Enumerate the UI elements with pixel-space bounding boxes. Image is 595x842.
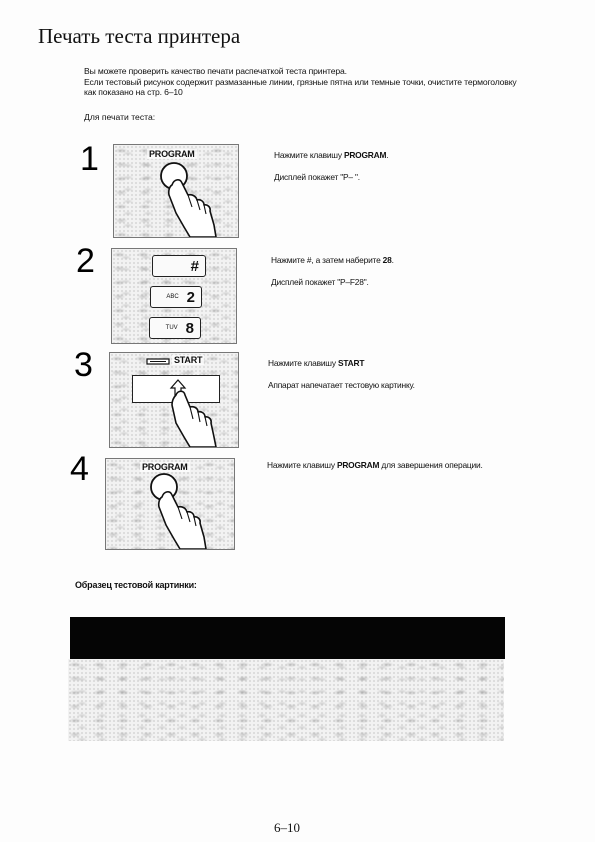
key-main-label: # bbox=[190, 257, 199, 275]
step-2-line-1 bbox=[271, 255, 551, 266]
step-3-text: Нажмите клавишу bbox=[268, 358, 338, 368]
step-number-2: 2 bbox=[76, 242, 95, 280]
page-title: Печать теста принтера bbox=[38, 24, 241, 48]
hand-pressing-button-icon bbox=[106, 459, 234, 549]
step-2-text-end: . bbox=[391, 255, 394, 265]
step-3-line-2: Аппарат напечатает тестовую картинку. bbox=[268, 380, 415, 390]
step-3-instructions bbox=[268, 358, 548, 402]
step-4-text-end: для завершения операции. bbox=[379, 460, 483, 470]
step-number-4: 4 bbox=[70, 450, 89, 488]
step-1-text: Нажмите клавишу bbox=[274, 150, 344, 160]
intro-text bbox=[84, 66, 564, 98]
hand-pressing-button-icon bbox=[114, 145, 238, 237]
step-1-line-2: Дисплей покажет "P– ". bbox=[274, 172, 360, 182]
sample-caption: Образец тестовой картинки: bbox=[75, 580, 197, 590]
hand-pressing-start-icon bbox=[110, 353, 238, 447]
key-sub-label: ABC bbox=[166, 294, 179, 300]
key-main-label: 2 bbox=[186, 288, 195, 306]
step-4-text: Нажмите клавишу bbox=[267, 460, 337, 470]
step-1-instructions bbox=[274, 150, 554, 194]
step-2-illustration bbox=[111, 248, 237, 344]
step-4-line-1 bbox=[267, 460, 567, 471]
key-sub-label: TUV bbox=[165, 325, 178, 331]
key-2 bbox=[150, 286, 202, 308]
step-2-digits: 28 bbox=[382, 255, 392, 265]
program-key-label: PROGRAM bbox=[142, 462, 188, 472]
for-print-label: Для печати теста: bbox=[84, 112, 156, 122]
step-4-key-name: PROGRAM bbox=[336, 460, 380, 470]
start-key-label: START bbox=[174, 355, 203, 365]
sample-black-band bbox=[70, 617, 505, 659]
page-number: 6–10 bbox=[274, 820, 300, 835]
key-main-label: 8 bbox=[185, 319, 194, 337]
step-number-1: 1 bbox=[80, 140, 99, 178]
step-1-illustration bbox=[113, 144, 239, 238]
step-3-line-1 bbox=[268, 358, 548, 369]
intro-line: Если тестовый рисунок содержит размазанные линии, грязные пятна или темные точки, очистите термоголовку bbox=[84, 76, 517, 87]
step-4-instructions bbox=[267, 460, 567, 482]
sample-pattern-band bbox=[68, 659, 504, 741]
intro-line: как показано на стр. 6–10 bbox=[84, 87, 183, 98]
step-3-key-name: START bbox=[337, 358, 365, 368]
step-1-line-1 bbox=[274, 150, 554, 161]
step-3-illustration bbox=[109, 352, 239, 448]
intro-line: Вы можете проверить качество печати распечаткой теста принтера. bbox=[84, 66, 347, 76]
key-8 bbox=[149, 317, 201, 339]
program-key-label: PROGRAM bbox=[149, 149, 195, 159]
step-2-instructions bbox=[271, 255, 551, 299]
step-1-key-name: PROGRAM bbox=[343, 150, 387, 160]
step-4-illustration bbox=[105, 458, 235, 550]
step-2-line-2: Дисплей покажет "P–F28". bbox=[271, 277, 369, 287]
step-2-text: Нажмите #, а затем наберите bbox=[271, 255, 383, 265]
step-number-3: 3 bbox=[74, 346, 93, 384]
step-1-text-end: . bbox=[386, 150, 389, 160]
hash-key bbox=[152, 255, 206, 277]
